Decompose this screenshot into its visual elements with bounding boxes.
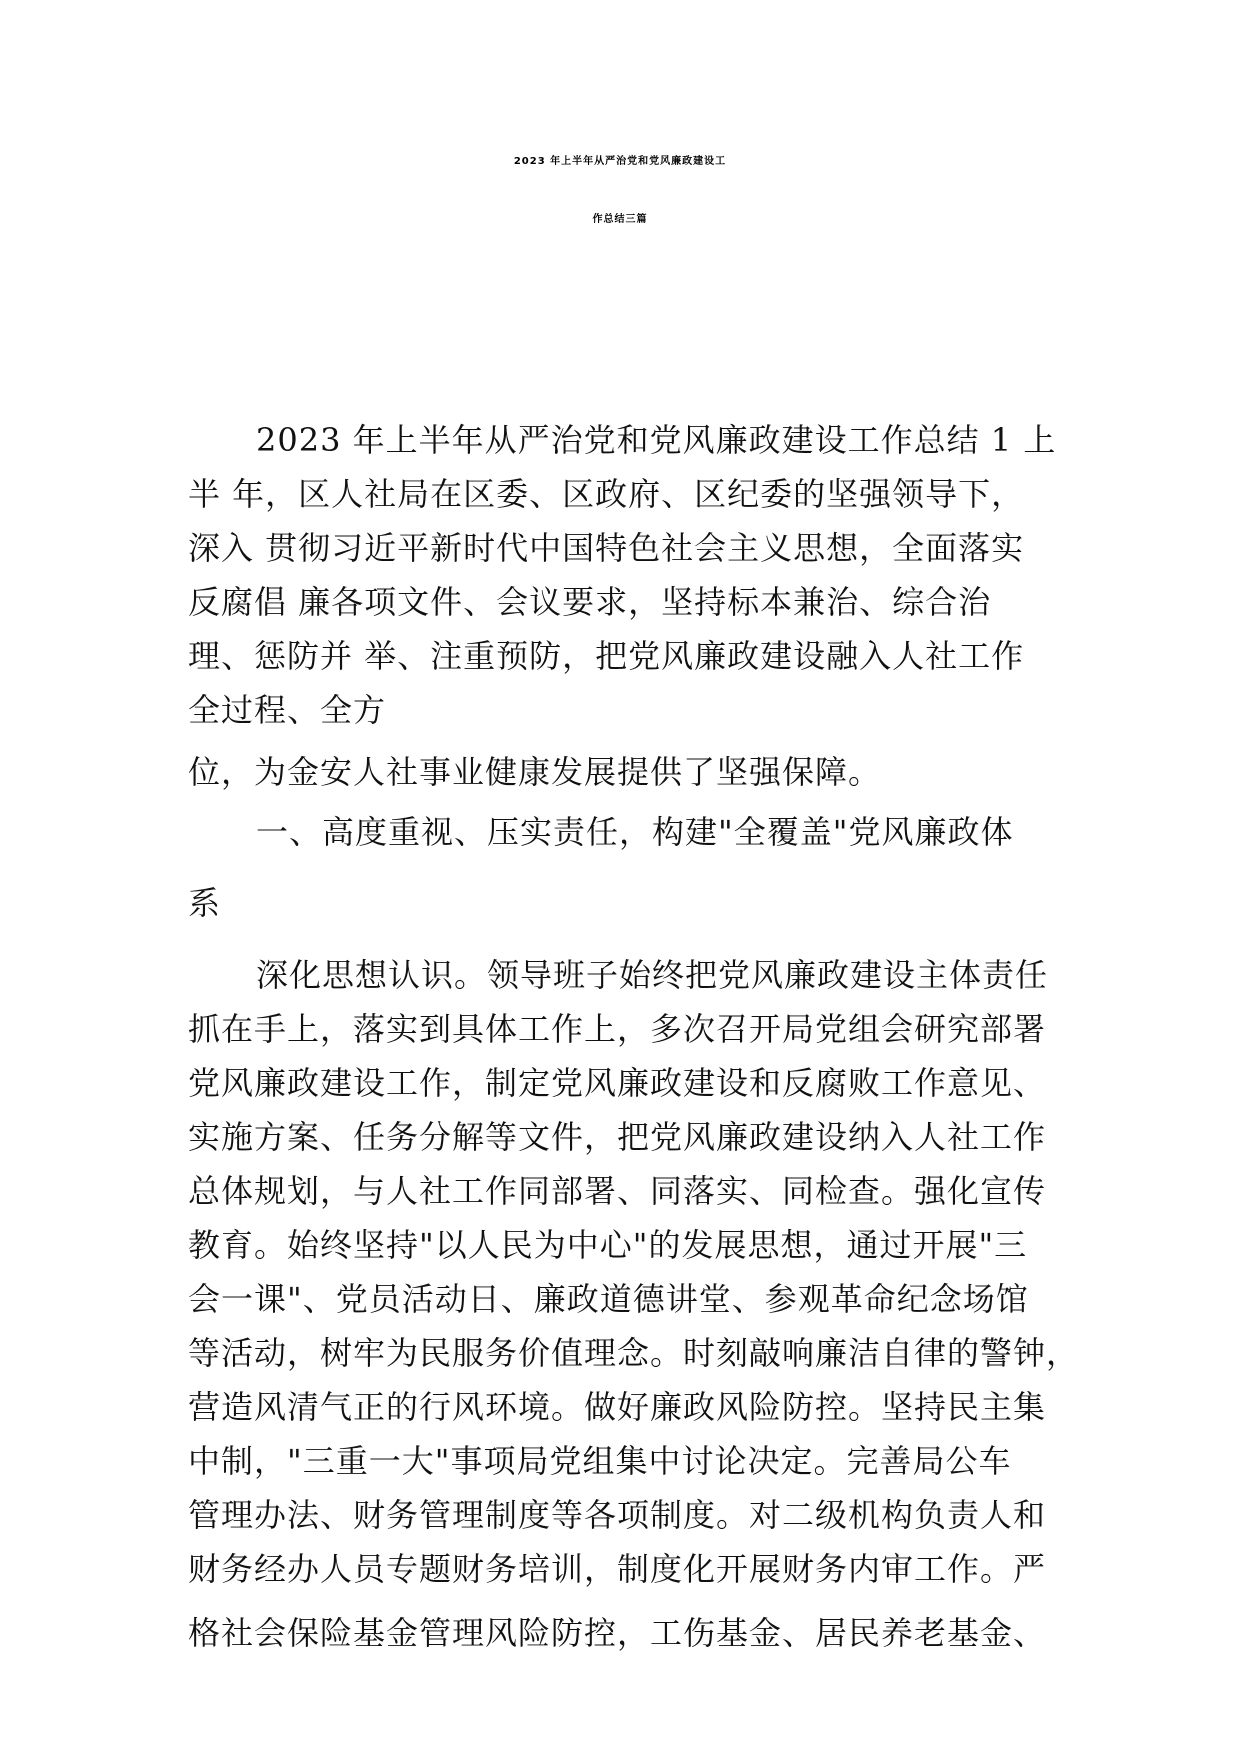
paragraph-line: 半 年，区人社局在区委、区政府、区纪委的坚强领导下， (188, 475, 1025, 513)
paragraph-line: 位，为金安人社事业健康发展提供了坚强保障。 (188, 753, 882, 791)
section-heading-line: 一、高度重视、压实责任，构建"全覆盖"党风廉政体 (256, 813, 1014, 851)
paragraph-line: 反腐倡 廉各项文件、会议要求，坚持标本兼治、综合治 (188, 583, 992, 621)
document-title-line-1: 2023 年上半年从严治党和党风廉政建设工 (513, 156, 727, 167)
paragraph-line: 总体规划，与人社工作同部署、同落实、同检查。强化宣传 (188, 1172, 1047, 1210)
paragraph-line: 抓在手上，落实到具体工作上，多次召开局党组会研究部署 (188, 1010, 1047, 1048)
paragraph-line: 格社会保险基金管理风险防控，工伤基金、居民养老基金、 (188, 1614, 1047, 1652)
paragraph-line: 党风廉政建设工作，制定党风廉政建设和反腐败工作意见、 (188, 1064, 1047, 1102)
paragraph-line: 教育。始终坚持"以人民为中心"的发展思想，通过开展"三 (188, 1226, 1028, 1264)
document-title-line-2: 作总结三篇 (592, 214, 648, 225)
paragraph-line: 实施方案、任务分解等文件，把党风廉政建设纳入人社工作 (188, 1118, 1047, 1156)
paragraph-line: 营造风清气正的行风环境。做好廉政风险防控。坚持民主集 (188, 1388, 1047, 1426)
paragraph-line: 深化思想认识。领导班子始终把党风廉政建设主体责任 (256, 956, 1049, 994)
paragraph-line: 全过程、全方 (188, 691, 387, 729)
paragraph-line: 理、惩防并 举、注重预防，把党风廉政建设融入人社工作 (188, 637, 1025, 675)
paragraph-line: 财务经办人员专题财务培训，制度化开展财务内审工作。严 (188, 1550, 1047, 1588)
paragraph-line: 管理办法、财务管理制度等各项制度。对二级机构负责人和 (188, 1496, 1047, 1534)
paragraph-line: 中制，"三重一大"事项局党组集中讨论决定。完善局公车 (188, 1442, 1012, 1480)
paragraph-line: 等活动，树牢为民服务价值理念。时刻敲响廉洁自律的警钟， (188, 1334, 1080, 1372)
paragraph-line: 2023 年上半年从严治党和党风廉政建设工作总结 1 上 (256, 421, 1057, 459)
section-heading-line: 系 (188, 884, 222, 922)
paragraph-line: 会一课"、党员活动日、廉政道德讲堂、参观革命纪念场馆 (188, 1280, 1029, 1318)
paragraph-line: 深入 贯彻习近平新时代中国特色社会主义思想，全面落实 (188, 529, 1025, 567)
